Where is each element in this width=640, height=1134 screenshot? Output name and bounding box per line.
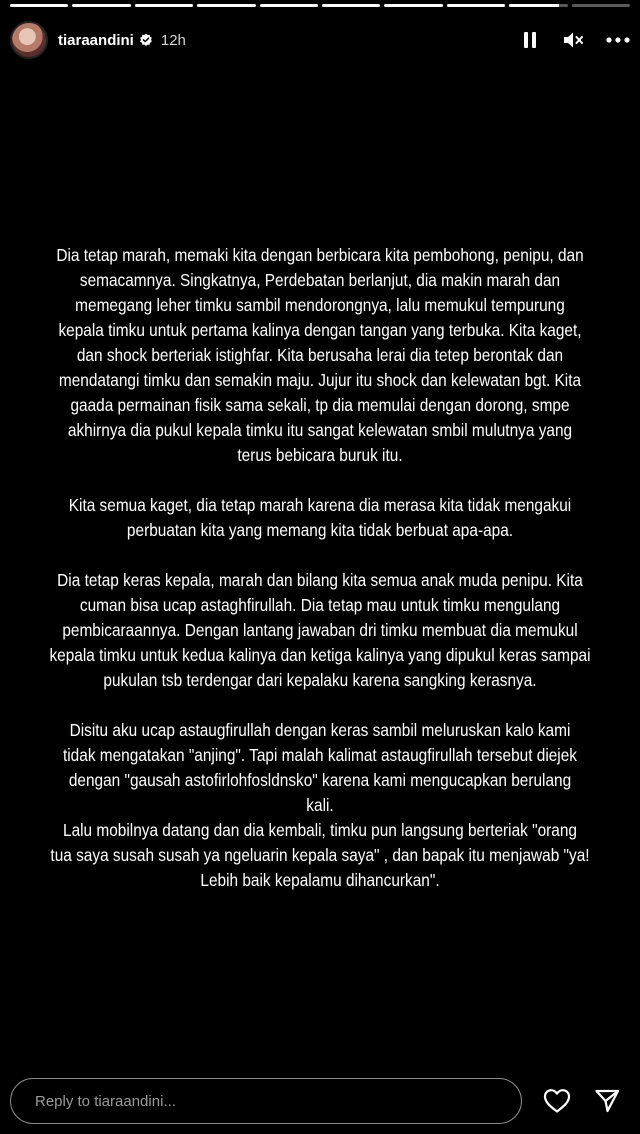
story-line: perbuatan kita yang memang kita tidak berbuat apa-apa. bbox=[126, 520, 514, 540]
story-line: Lalu mobilnya datang dan dia kembali, timku pun langsung berteriak "orang bbox=[62, 820, 578, 840]
story-line: dan shock berteriak istighfar. Kita berusaha lerai dia tetep berontak dan bbox=[76, 345, 564, 365]
story-line: Disitu aku ucap astaugfirullah dengan keras sambil meluruskan kalo kami bbox=[69, 720, 571, 740]
progress-segment bbox=[322, 4, 380, 7]
story-line: kepala timku untuk pertama kalinya dengan tangan yang terbuka. Kita kaget, bbox=[58, 320, 582, 340]
avatar[interactable] bbox=[10, 21, 48, 59]
progress-segment bbox=[447, 4, 505, 7]
progress-segment bbox=[197, 4, 255, 7]
story-line: tidak mengatakan "anjing". Tapi malah kalimat astaugfirullah tersebut diejek bbox=[62, 745, 578, 765]
progress-segment-fill bbox=[10, 4, 68, 7]
story-line: Lebih baik kepalamu dihancurkan". bbox=[200, 870, 440, 890]
progress-segment bbox=[72, 4, 130, 7]
story-line: memegang leher timku sambil mendorongnya, lalu memukul tempurung bbox=[75, 295, 565, 315]
story-header bbox=[10, 20, 630, 60]
progress-segment-fill bbox=[260, 4, 318, 7]
progress-segment bbox=[260, 4, 318, 7]
story-footer bbox=[10, 1078, 622, 1124]
story-line: kali. bbox=[306, 795, 334, 815]
progress-segment-fill bbox=[322, 4, 380, 7]
speaker-muted-icon[interactable] bbox=[562, 28, 586, 52]
story-progress-bar bbox=[10, 4, 630, 7]
story-line: Kita semua kaget, dia tetap marah karena dia merasa kita tidak mengakui bbox=[68, 495, 572, 515]
story-paragraph bbox=[47, 718, 593, 893]
progress-segment bbox=[509, 4, 567, 7]
story-line: pukulan tsb terdengar dari kepalaku karena sangking kerasnya. bbox=[103, 670, 537, 690]
story-text bbox=[47, 243, 593, 893]
progress-segment bbox=[572, 4, 630, 7]
progress-segment-fill bbox=[447, 4, 505, 7]
story-paragraph bbox=[47, 568, 593, 693]
story-line: mendatangi timku dan semakin maju. Jujur itu shock dan kelewatan bgt. Kita bbox=[58, 370, 582, 390]
story-line: semacamnya. Singkatnya, Perdebatan berlanjut, dia makin marah dan bbox=[79, 270, 561, 290]
story-line: terus bebicara buruk itu. bbox=[237, 445, 403, 465]
progress-segment-fill bbox=[384, 4, 442, 7]
post-time: 12h bbox=[160, 31, 186, 49]
progress-segment-fill bbox=[509, 4, 559, 7]
progress-segment-fill bbox=[135, 4, 193, 7]
story-line: tua saya susah susah ya ngeluarin kepala saya" , dan bapak itu menjawab "ya! bbox=[50, 845, 590, 865]
progress-segment bbox=[135, 4, 193, 7]
header-actions bbox=[518, 28, 630, 52]
send-icon[interactable] bbox=[592, 1086, 622, 1116]
story-line: akhirnya dia pukul kepala timku itu sangat kelewatan smbil mulutnya yang bbox=[67, 420, 573, 440]
progress-segment bbox=[10, 4, 68, 7]
story-line: cuman bisa ucap astaghfirullah. Dia tetap mau untuk timku mengulang bbox=[79, 595, 561, 615]
username[interactable]: tiaraandini bbox=[58, 31, 134, 49]
story-line: Dia tetap marah, memaki kita dengan berbicara kita pembohong, penipu, dan bbox=[56, 245, 584, 265]
reply-input[interactable] bbox=[10, 1078, 522, 1124]
more-options-icon[interactable] bbox=[606, 28, 630, 52]
footer-actions bbox=[542, 1086, 622, 1116]
heart-icon[interactable] bbox=[542, 1086, 572, 1116]
story-paragraph bbox=[47, 243, 593, 468]
story-line: pembicaraannya. Dengan lantang jawaban dri timku membuat dia memukul bbox=[62, 620, 578, 640]
story-line: kepala timku untuk kedua kalinya dan ketiga kalinya yang dipukul keras sampai bbox=[49, 645, 591, 665]
story-paragraph bbox=[47, 493, 593, 543]
progress-segment-fill bbox=[197, 4, 255, 7]
verified-badge-icon bbox=[139, 33, 153, 47]
progress-segment-fill bbox=[72, 4, 130, 7]
story-line: gaada permainan fisik sama sekali, tp dia memulai dengan dorong, smpe bbox=[70, 395, 570, 415]
reply-placeholder: Reply to tiaraandini... bbox=[35, 1092, 176, 1110]
progress-segment bbox=[384, 4, 442, 7]
pause-icon[interactable] bbox=[518, 28, 542, 52]
story-line: dengan "gausah astofirlohfosldnsko" karena kami mengucapkan berulang bbox=[68, 770, 572, 790]
story-line: Dia tetap keras kepala, marah dan bilang kita semua anak muda penipu. Kita bbox=[57, 570, 583, 590]
